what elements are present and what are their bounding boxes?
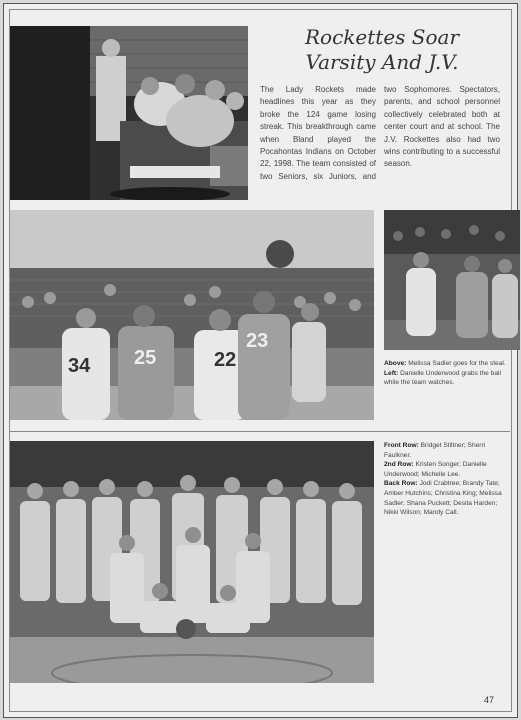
above-text: Melissa Sadler goes for the steal.	[408, 360, 506, 367]
left-label: Left:	[384, 369, 399, 377]
jersey-number-3: 22	[214, 349, 237, 371]
jersey-number-1: 34	[68, 355, 91, 377]
steal-photo	[384, 210, 520, 350]
jersey-number-2: 25	[134, 347, 157, 369]
left-text: Danielle Underwood grabs the ball while the team watches.	[384, 369, 501, 387]
second-row-label: 2nd Row:	[384, 461, 414, 469]
second-row-names: Kristen Songer; Danielle Underwood; Michelle Lee.	[384, 461, 487, 478]
back-row-names: Jodi Crabtree; Brandy Tate; Amber Hutchins; Christina King; Melissa Sadler; Shana Puckett; Desita Harden; Nikki Wilson; Mandy Call.	[384, 480, 502, 517]
article-title-line1: Rockettes Soar	[304, 25, 459, 49]
section-divider	[10, 431, 510, 432]
article-title	[258, 25, 506, 75]
back-row-label: Back Row:	[384, 480, 418, 488]
jersey-number-4: 23	[246, 330, 269, 352]
front-row-label: Front Row:	[384, 442, 419, 449]
above-label: Above:	[384, 360, 407, 367]
game-action-photo	[10, 210, 374, 420]
team-photo	[10, 441, 374, 683]
article-body: The Lady Rockets made headlines this year as they broke the 124 game losing streak. This breakthrough came when Bland played the Pocahontas Indians on October 22, 1998. The team consisted of two Seniors, six Juniors, and two Sophomores. Spectators, parents, and school personnel collectively celebrated both at center court and at school. The J.V. Rockettes also had two wins contributing to a successful season.	[260, 85, 500, 181]
yearbook-page	[3, 3, 518, 718]
front-row-names: Bridget Stiltner; Sherri Faulkner.	[384, 442, 486, 459]
article-title-line2: Varsity And J.V.	[305, 50, 459, 74]
action-caption	[384, 359, 506, 388]
team-caption	[384, 441, 506, 518]
bench-celebration-photo	[10, 26, 248, 200]
page-number: 47	[484, 695, 495, 705]
